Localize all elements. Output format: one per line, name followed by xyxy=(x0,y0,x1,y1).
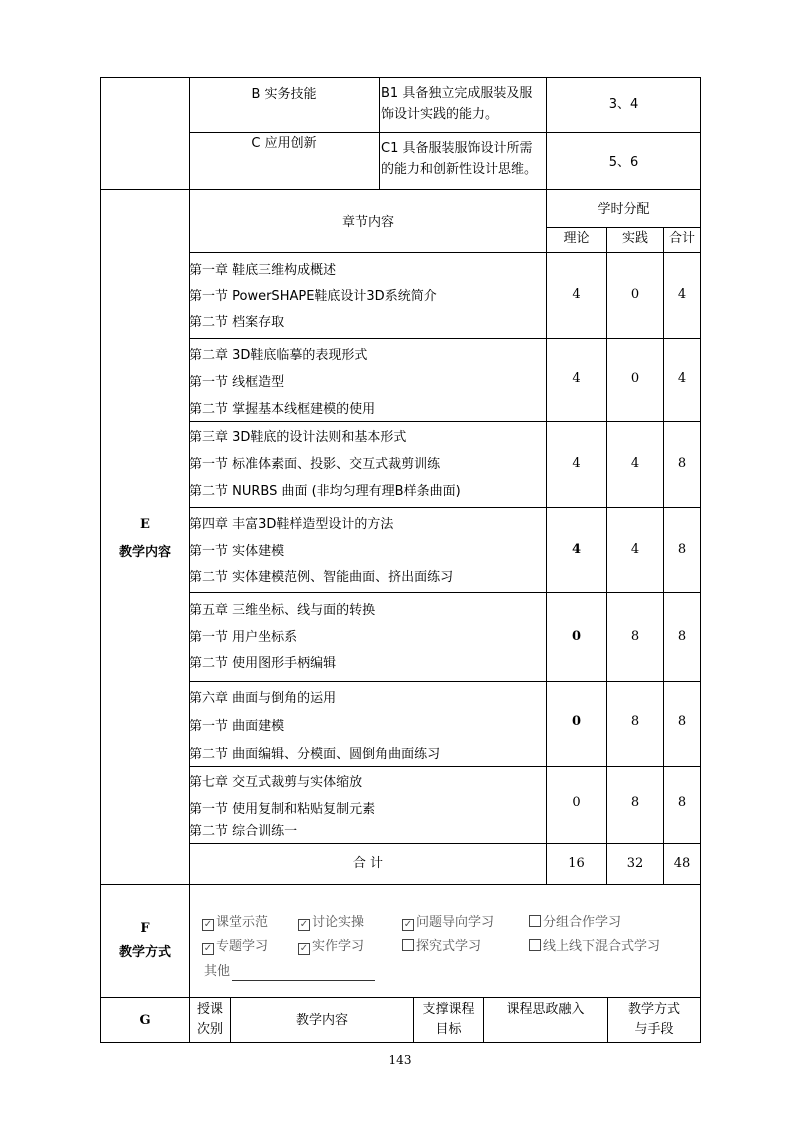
chapter-line: 第一节 线框造型 xyxy=(189,375,285,390)
column-header: 目标 xyxy=(435,1022,462,1037)
chapter-line: 第六章 曲面与倒角的运用 xyxy=(189,691,337,706)
column-header: 教学内容 xyxy=(295,1013,348,1028)
chapter-line: 第七章 交互式裁剪与实体缩放 xyxy=(189,775,363,790)
column-header: 课程思政融入 xyxy=(506,1002,585,1017)
column-header: 授课 xyxy=(196,1002,223,1017)
chapter-line-clip xyxy=(189,747,546,765)
teaching-method-option[interactable]: 线上线下混合式学习 xyxy=(529,939,660,955)
column-header: 教学方式 xyxy=(627,1002,680,1017)
objective-description-line: B1 具备独立完成服装及服 xyxy=(381,86,533,101)
practice-hours: 0 xyxy=(630,371,640,386)
teaching-method-option[interactable]: ✓ 问题导向学习 xyxy=(403,915,495,930)
theory-hours: 0 xyxy=(572,795,581,810)
objective-description-line: 的能力和创新性设计思维。 xyxy=(381,162,538,177)
objective-targets: 3、4 xyxy=(608,97,639,112)
teaching-method-option[interactable]: 分组合作学习 xyxy=(529,915,621,931)
total-hours: 8 xyxy=(677,795,687,810)
objective-targets: 5、6 xyxy=(608,155,639,170)
total-hours: 8 xyxy=(677,629,687,644)
practice-hours: 0 xyxy=(630,287,640,302)
section-code: F xyxy=(140,921,150,936)
chapter-line: 第四章 丰富3D鞋样造型设计的方法 xyxy=(189,517,394,532)
theory-hours: 4 xyxy=(572,287,581,302)
column-header: 支撑课程 xyxy=(422,1002,475,1017)
chapter-line: 第一节 实体建模 xyxy=(189,544,285,559)
checkbox-icon[interactable]: ✓ xyxy=(299,919,309,930)
section-code: E xyxy=(140,517,150,532)
teaching-method-option[interactable]: ✓ 讨论实操 xyxy=(299,915,365,930)
column-header-theory: 理论 xyxy=(563,231,590,246)
total-hours: 8 xyxy=(677,542,687,557)
teaching-method-option[interactable]: ✓ 专题学习 xyxy=(203,939,269,954)
teaching-method-option[interactable]: ✓ 课堂示范 xyxy=(203,915,269,930)
section-code: G xyxy=(139,1013,151,1028)
theory-hours: 0 xyxy=(571,714,582,729)
practice-hours: 8 xyxy=(630,714,640,729)
chapter-line: 第二节 NURBS 曲面 (非均匀理有理B样条曲面) xyxy=(189,484,461,499)
section-title: 教学内容 xyxy=(118,545,171,560)
other-input-line[interactable] xyxy=(232,980,375,981)
column-header-hours: 学时分配 xyxy=(597,202,650,217)
checkbox-icon[interactable] xyxy=(529,915,541,927)
teaching-method-option[interactable]: 探究式学习 xyxy=(402,939,481,955)
chapter-line: 第二节 掌握基本线框建模的使用 xyxy=(189,402,376,417)
chapter-line: 第五章 三维坐标、线与面的转换 xyxy=(189,603,376,618)
theory-hours: 4 xyxy=(571,542,582,557)
chapter-line: 第一节 曲面建模 xyxy=(189,719,285,734)
column-header-total: 合计 xyxy=(668,231,695,246)
chapter-line: 第二节 使用图形手柄编辑 xyxy=(189,656,337,671)
column-header-practice: 实践 xyxy=(621,231,648,246)
chapter-line: 第一章 鞋底三维构成概述 xyxy=(189,263,337,278)
checkbox-icon[interactable]: ✓ xyxy=(403,919,413,930)
objective-category: C 应用创新 xyxy=(251,136,317,151)
chapter-line: 第二章 3D鞋底临摹的表现形式 xyxy=(189,348,368,363)
total-hours: 8 xyxy=(677,714,687,729)
chapter-line: 第一节 PowerSHAPE鞋底设计3D系统简介 xyxy=(189,289,437,304)
total-hours: 4 xyxy=(677,371,687,386)
theory-hours: 0 xyxy=(571,629,582,644)
column-header: 次别 xyxy=(196,1022,223,1037)
objective-description-line: 饰设计实践的能力。 xyxy=(381,107,499,122)
checkbox-icon[interactable]: ✓ xyxy=(203,943,213,954)
checkbox-icon[interactable]: ✓ xyxy=(299,943,309,954)
practice-hours: 8 xyxy=(630,629,640,644)
chapter-line: 第三章 3D鞋底的设计法则和基本形式 xyxy=(189,430,407,445)
chapter-line: 第二节 档案存取 xyxy=(189,315,285,330)
chapter-line: 第一节 用户坐标系 xyxy=(189,630,298,645)
chapter-line: 第二节 实体建模范例、智能曲面、挤出面练习 xyxy=(189,570,454,585)
practice-hours: 8 xyxy=(630,795,640,810)
page-number: 143 xyxy=(388,1053,412,1067)
section-title: 教学方式 xyxy=(118,945,171,960)
checkbox-icon[interactable] xyxy=(529,939,541,951)
sum-total: 48 xyxy=(673,856,691,871)
other-label: 其他 xyxy=(204,964,231,979)
chapter-line: 第一节 标准体素面、投影、交互式裁剪训练 xyxy=(189,457,441,472)
sum-label: 合 计 xyxy=(352,856,384,871)
teaching-method-option[interactable]: ✓ 实作学习 xyxy=(299,939,365,954)
chapter-line: 第二节 综合训练一 xyxy=(189,824,298,839)
checkbox-icon[interactable] xyxy=(402,939,414,951)
practice-hours: 4 xyxy=(630,456,640,471)
objective-description-line: C1 具备服装服饰设计所需 xyxy=(381,141,533,156)
chapter-line: 第一节 使用复制和粘贴复制元素 xyxy=(189,802,376,817)
sum-practice: 32 xyxy=(626,856,644,871)
column-header-content: 章节内容 xyxy=(341,215,394,230)
theory-hours: 4 xyxy=(572,456,581,471)
checkbox-icon[interactable]: ✓ xyxy=(203,919,213,930)
objective-category: B 实务技能 xyxy=(251,87,317,102)
total-hours: 4 xyxy=(677,287,687,302)
theory-hours: 4 xyxy=(572,371,581,386)
chapter-line: 第二节 曲面编辑、分模面、圆倒角曲面练习 xyxy=(189,747,441,762)
total-hours: 8 xyxy=(677,456,687,471)
column-header: 与手段 xyxy=(634,1022,674,1037)
sum-theory: 16 xyxy=(568,856,585,871)
practice-hours: 4 xyxy=(630,542,640,557)
